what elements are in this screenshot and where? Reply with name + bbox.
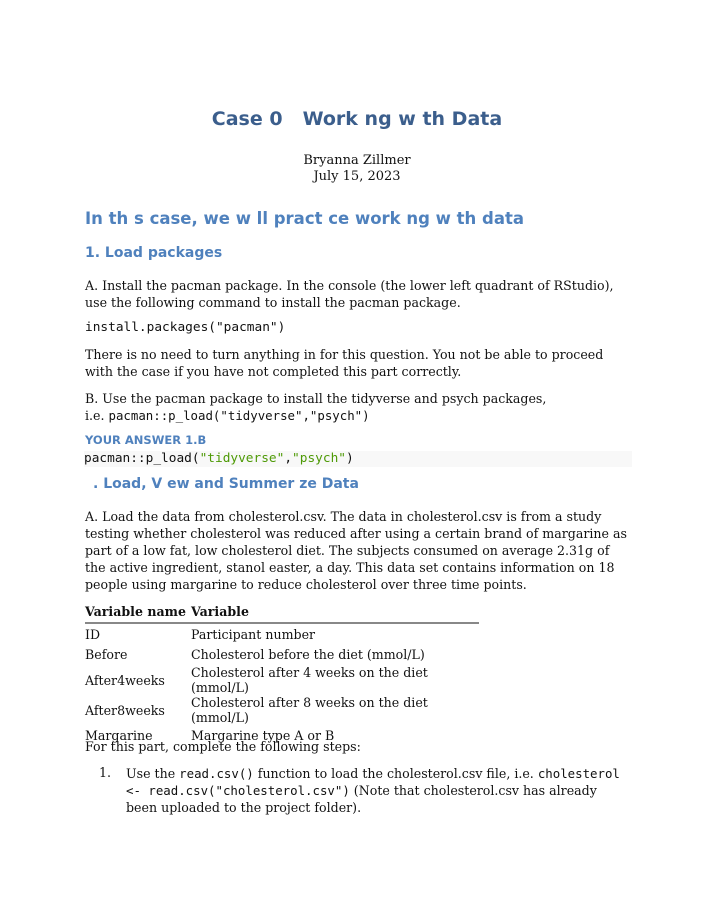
inline-code-cholesterol-assign: cholesterol <- read.csv("cholesterol.csv") bbox=[126, 766, 620, 798]
table-cell: Participant number bbox=[191, 626, 316, 642]
table-row bbox=[85, 695, 479, 725]
step-text: Use the bbox=[126, 766, 180, 781]
paragraph-1b-line1: B. Use the pacman package to install the tidyverse and psych packages, bbox=[85, 391, 547, 406]
inline-code-read-csv: read.csv() bbox=[179, 766, 254, 781]
date: July 15, 2023 bbox=[313, 169, 401, 184]
table-cell: ID bbox=[85, 626, 101, 642]
table-header-row bbox=[85, 603, 479, 623]
table-row bbox=[85, 645, 479, 666]
section-heading-main: In th s case, we w ll pract ce work ng w th data bbox=[85, 209, 525, 228]
section-heading-2: . Load, V ew and Summer ze Data bbox=[93, 476, 359, 492]
answer-label-1b: YOUR ANSWER 1.B bbox=[85, 433, 207, 447]
paragraph-1b-line2 bbox=[85, 407, 630, 424]
table-row bbox=[85, 623, 479, 645]
table-cell: Margarine type A or B bbox=[191, 727, 335, 743]
answer-code-block bbox=[84, 451, 632, 467]
code-string-psych: "psych" bbox=[292, 451, 346, 466]
list-item-step-1 bbox=[126, 765, 626, 816]
list-item-number: 1. bbox=[99, 765, 112, 780]
paragraph-1b bbox=[85, 390, 630, 424]
step-text: (Note that cholesterol.csv has already been uploaded to the project folder). bbox=[126, 783, 597, 815]
table-header-variable: Variable bbox=[191, 603, 479, 623]
section-heading-1: 1. Load packages bbox=[85, 245, 223, 261]
steps-intro: For this part, complete the following steps: bbox=[85, 739, 361, 754]
table-row bbox=[85, 665, 479, 695]
table-cell: Before bbox=[85, 647, 128, 663]
table-cell: After4weeks bbox=[85, 672, 165, 688]
code-function: pacman::p_load( bbox=[84, 451, 200, 466]
paragraph-2a: A. Load the data from cholesterol.csv. The data in cholesterol.csv is from a study testing whether cholesterol was reduced after using a certain brand of margarine as part of a low fat, low cholesterol diet. The subjects consumed on average 2.31g of the active ingredient, stanol easter, a day. This data set contains information on 18 people using margarine to reduce cholesterol over three time points. bbox=[85, 509, 627, 592]
paragraph-1a: A. Install the pacman package. In the console (the lower left quadrant of RStudio), use the following command to install the pacman package. bbox=[85, 278, 614, 310]
table-header-variable-name: Variable name bbox=[85, 603, 191, 623]
table-cell: Cholesterol before the diet (mmol/L) bbox=[191, 647, 425, 663]
paragraph-note: There is no need to turn anything in for this question. You not be able to proceed with the case if you have not completed this part correctly. bbox=[85, 347, 604, 379]
title-text: Work ng w th Data bbox=[302, 108, 503, 130]
inline-code-p-load: pacman::p_load("tidyverse","psych") bbox=[108, 408, 370, 423]
code-comma: , bbox=[284, 451, 293, 466]
document-title bbox=[0, 108, 714, 130]
paragraph-1b-prefix: i.e. bbox=[85, 408, 109, 423]
variables-table bbox=[85, 603, 479, 746]
author: Bryanna Zillmer bbox=[303, 153, 411, 168]
code-string-tidyverse: "tidyverse" bbox=[199, 451, 285, 466]
step-text: function to load the cholesterol.csv file, i.e. bbox=[253, 766, 538, 781]
table-cell: After8weeks bbox=[85, 702, 165, 718]
table-cell: Cholesterol after 8 weeks on the diet (mmol/L) bbox=[191, 695, 428, 725]
table-cell: Cholesterol after 4 weeks on the diet (mmol/L) bbox=[191, 665, 428, 695]
title-case-number: Case 0 bbox=[211, 108, 283, 130]
table-cell: Margarine bbox=[85, 727, 153, 743]
code-close-paren: ) bbox=[345, 451, 354, 466]
code-install-pacman: install.packages("pacman") bbox=[85, 320, 286, 335]
